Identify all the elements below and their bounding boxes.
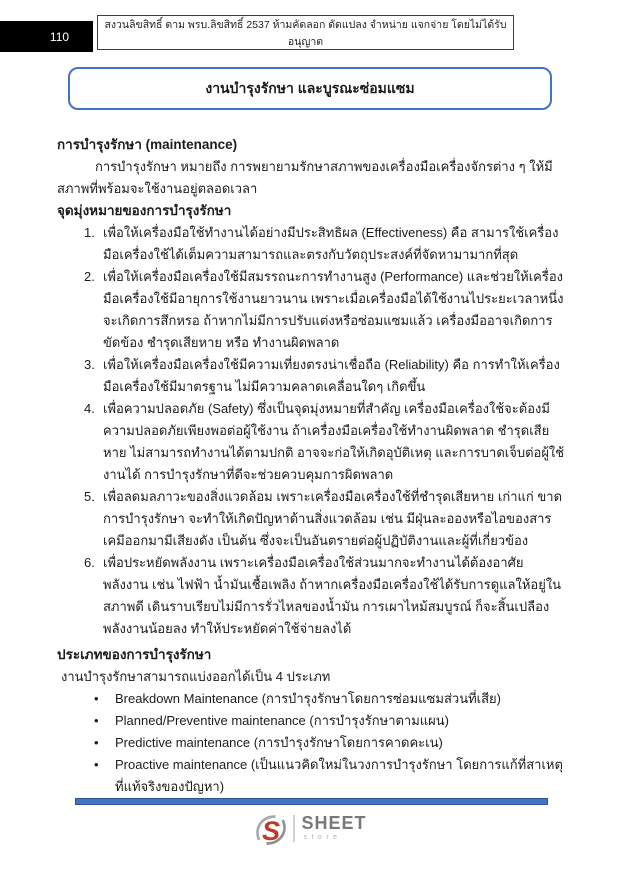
svg-text:S: S: [262, 815, 281, 846]
brand-name: SHEET: [301, 813, 367, 833]
list-item: เพื่อลดมลภาวะของสิ่งแวดล้อม เพราะเครื่องมือเครื่องใช้ที่ชำรุดเสียหาย เก่าแก่ ขาดการบำรุงรักษา จะทำให้เกิดปัญหาด้านสิ่งแวดล้อม เช่น มีฝุ่นละอองหรือไอของสารเคมีออกมามีเสียงดัง เป็นต้น ซึ่งจะเป็นอันตรายต่อผู้ปฏิบัติงานและผู้ที่เกี่ยวข้อง: [103, 489, 563, 548]
divider: [75, 798, 548, 805]
document-title: งานบำรุงรักษา และบูรณะซ่อมแซม: [205, 79, 415, 96]
list-item: • Proactive maintenance (เป็นแนวคิดใหม่ในวงการบำรุงรักษา โดยการแก้ที่สาเหตุที่แท้จริงของปัญหา): [115, 754, 566, 798]
document-body: [57, 134, 566, 798]
types-heading: ประเภทของการบำรุงรักษา: [57, 647, 212, 662]
list-item: เพื่อประหยัดพลังงาน เพราะเครื่องมือเครื่องใช้ส่วนมากจะทำงานได้ต้องอาศัยพลังงาน เช่น ไฟฟ้า น้ำมันเชื้อเพลิง ถ้าหากเครื่องมือเครื่องใช้ได้รับการดูแลให้อยู่ในสภาพดี เดินราบเรียบไม่มีการรั่วไหลของน้ำมัน การเผาไหม้สมบูรณ์ ก็จะสิ้นเปลืองพลังงานน้อยลง ทำให้ประหยัดค่าใช้จ่ายลงได้: [103, 555, 562, 636]
copyright-text: สงวนลิขสิทธิ์ ตาม พรบ.ลิขสิทธิ์ 2537 ห้ามคัดลอก ดัดแปลง จำหน่าย แจกจ่าย โดยไม่ได้รับอนุญาต: [104, 18, 507, 48]
logo-text-block: [301, 812, 366, 842]
page-number: 110: [49, 29, 70, 44]
purpose-list: [57, 222, 566, 640]
list-item: เพื่อให้เครื่องมือใช้ทำงานได้อย่างมีประสิทธิผล (Effectiveness) คือ สามารใช้เครื่องมือเครื่องใช้ได้เต็มความสามารถและตรงกับวัตถุประสงค์ที่จัดหามามากที่สุด: [103, 225, 559, 262]
list-item: เพื่อให้เครื่องมือเครื่องใช้มีสมรรถนะการทำงานสูง (Performance) และช่วยให้เครื่องมือเครื่องใช้มีอายุการใช้งานยาวนาน เพราะเมื่อเครื่องมือได้ใช้งานไประยะเวลาหนึ่งจะเกิดการสึกหรอ ถ้าหากไม่มีการปรับแต่งหรือซ่อมแซมแล้ว เครื่องมืออาจเกิดการขัดข้อง ชำรุดเสียหาย หรือ ทำงานผิดพลาด: [103, 269, 564, 350]
page-number-badge: [0, 21, 93, 52]
types-list: [57, 688, 566, 798]
maintenance-heading: การบำรุงรักษา (maintenance): [57, 137, 238, 152]
purpose-heading: จุดมุ่งหมายของการบำรุงรักษา: [57, 203, 232, 218]
copyright-notice-box: [97, 15, 514, 50]
footer-brand: [0, 812, 620, 848]
logo-divider: [293, 815, 295, 842]
list-item: • Predictive maintenance (การบำรุงรักษาโดยการคาดคะเน): [115, 732, 566, 754]
sheet-store-logo-icon: [253, 812, 289, 848]
maintenance-definition: การบำรุงรักษา หมายถึง การพยายามรักษาสภาพของเครื่องมือเครื่องจักรต่าง ๆ ให้มีสภาพที่พร้อมจะใช้งานอยู่ตลอดเวลา: [57, 159, 553, 196]
document-title-box: [68, 67, 552, 110]
list-item: • Planned/Preventive maintenance (การบำรุงรักษาตามแผน): [115, 710, 566, 732]
list-item: • Breakdown Maintenance (การบำรุงรักษาโดยการซ่อมแซมส่วนที่เสีย): [115, 688, 566, 710]
types-intro: งานบำรุงรักษาสามารถแบ่งออกได้เป็น 4 ประเภท: [61, 669, 331, 684]
list-item: เพื่อความปลอดภัย (Safety) ซึ่งเป็นจุดมุ่งหมายที่สำคัญ เครื่องมือเครื่องใช้จะต้องมีความปลอดภัยเพียงพอต่อผู้ใช้งาน ถ้าเครื่องมือเครื่องใช้ทำงานผิดพลาด ชำรุดเสียหาย ไม่สามารถทำงานได้ตามปกติ อาจจะก่อให้เกิดอุบัติเหตุ และการบาดเจ็บต่อผู้ใช้งานได้ การบำรุงรักษาที่ดีจะช่วยควบคุมการผิดพลาด: [103, 401, 565, 482]
brand-subtitle: store: [303, 834, 342, 841]
list-item: เพื่อให้เครื่องมือเครื่องใช้มีความเที่ยงตรงน่าเชื่อถือ (Reliability) คือ การทำให้เครื่องมือเครื่องใช้มีมาตรฐาน ไม่มีความคลาดเคลื่อนใดๆ เกิดขึ้น: [103, 357, 560, 394]
